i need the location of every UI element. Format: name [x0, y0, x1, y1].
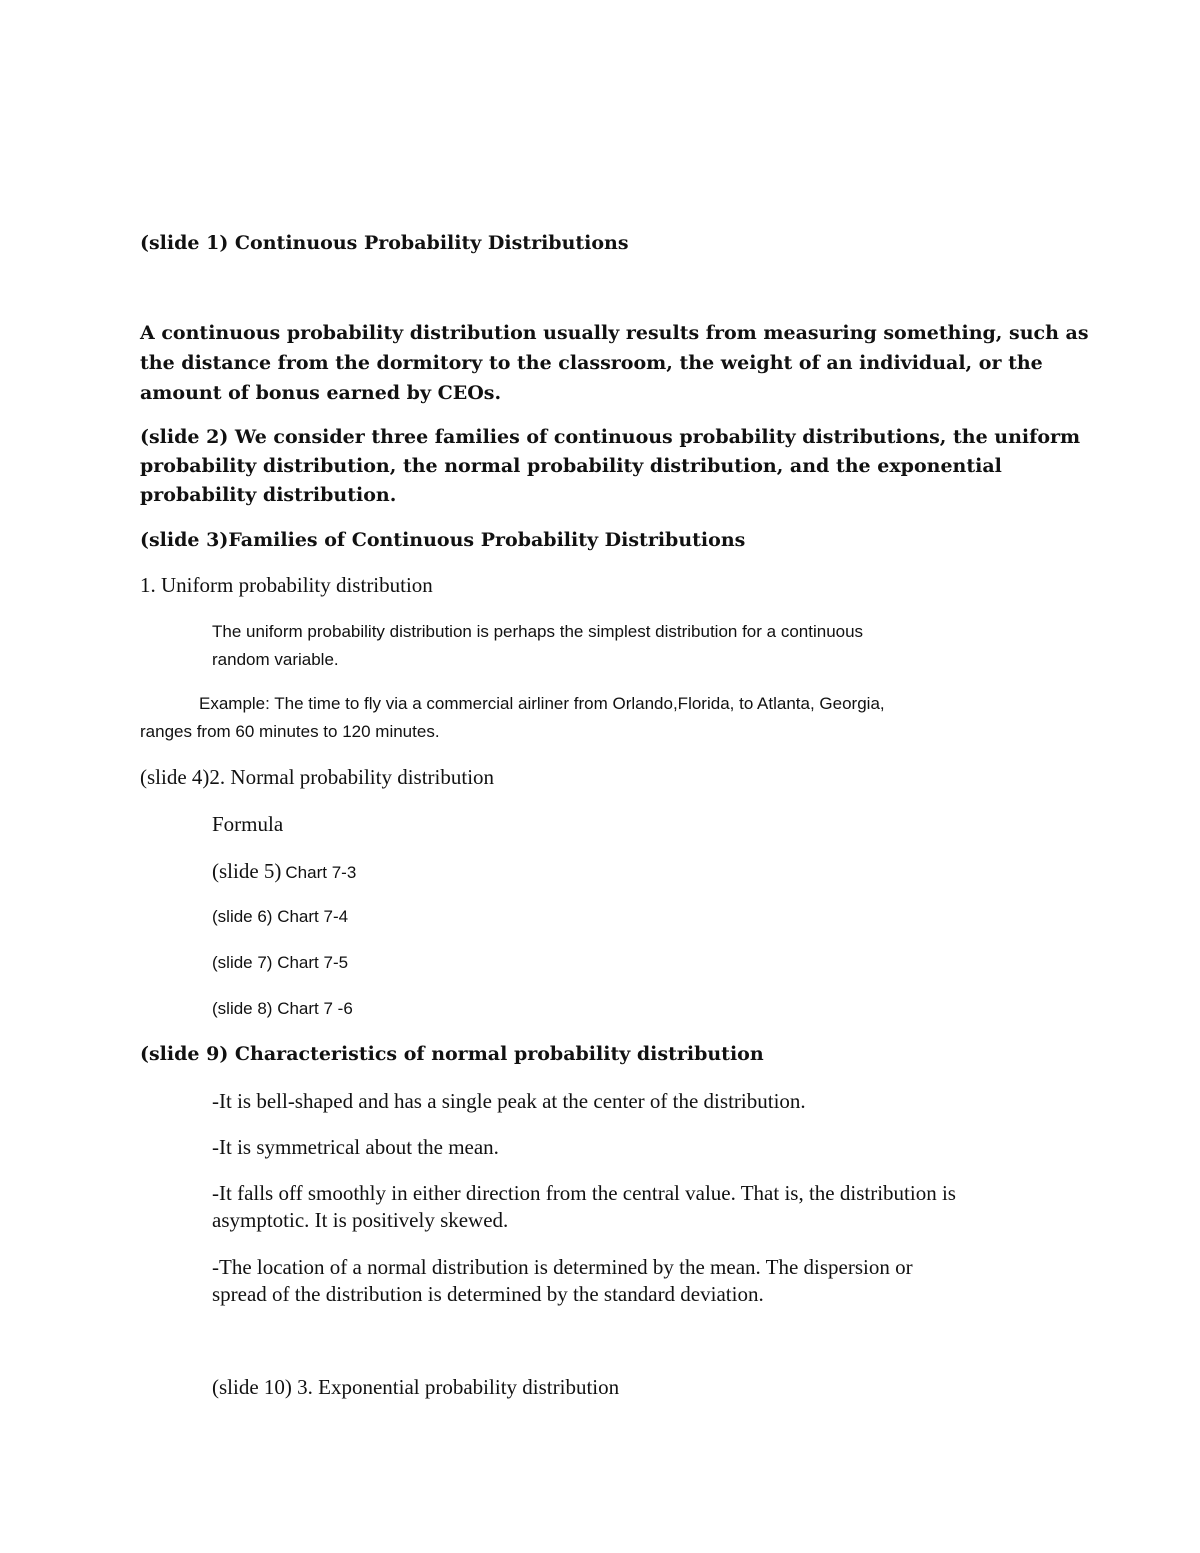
chart-slide-ref: (slide 7)	[212, 953, 273, 972]
intro-line: amount of bonus earned by CEOs.	[140, 382, 502, 404]
chart-item	[212, 907, 348, 927]
chart-item	[212, 999, 353, 1019]
characteristic-item-cont: asymptotic. It is positively skewed.	[212, 1208, 509, 1232]
chart-label: Chart 7 -6	[277, 999, 353, 1018]
uniform-description-line: The uniform probability distribution is perhaps the simplest distribution for a continuous	[212, 622, 864, 641]
intro-line: A continuous probability distribution usually results from measuring something, such as	[140, 322, 1089, 344]
characteristic-item: -It is bell-shaped and has a single peak at the center of the distribution.	[212, 1089, 806, 1113]
chart-item	[212, 953, 348, 973]
characteristic-item: -It is symmetrical about the mean.	[212, 1135, 499, 1159]
exponential-heading: (slide 10) 3. Exponential probability distribution	[212, 1375, 620, 1399]
formula-label: Formula	[212, 812, 284, 836]
uniform-heading: 1. Uniform probability distribution	[140, 573, 433, 597]
characteristic-item-cont: spread of the distribution is determined by the standard deviation.	[212, 1282, 764, 1306]
intro-line: the distance from the dormitory to the classroom, the weight of an individual, or the	[140, 352, 1043, 374]
chart-label: Chart 7-5	[277, 953, 349, 972]
chart-slide-ref: (slide 6)	[212, 907, 273, 926]
normal-heading: (slide 4)2. Normal probability distribution	[140, 765, 495, 789]
document-title: (slide 1) Continuous Probability Distributions	[140, 232, 629, 254]
characteristic-item: -The location of a normal distribution is determined by the mean. The dispersion or	[212, 1255, 913, 1279]
uniform-example-line: ranges from 60 minutes to 120 minutes.	[140, 722, 440, 741]
slide2-line: probability distribution, the normal probability distribution, and the exponential	[140, 455, 1002, 477]
chart-label: Chart 7-4	[277, 907, 349, 926]
uniform-example-line: Example: The time to fly via a commercial airliner from Orlando,Florida, to Atlanta, Georgia,	[199, 694, 885, 713]
characteristics-heading: (slide 9) Characteristics of normal probability distribution	[140, 1043, 764, 1065]
chart-slide-ref: (slide 5)	[212, 859, 282, 883]
chart-item	[212, 859, 356, 884]
characteristic-item: -It falls off smoothly in either direction from the central value. That is, the distribution is	[212, 1181, 956, 1205]
slide2-line: (slide 2) We consider three families of continuous probability distributions, the uniform	[140, 426, 1081, 448]
uniform-description-line: random variable.	[212, 650, 339, 669]
chart-slide-ref: (slide 8)	[212, 999, 273, 1018]
chart-label: Chart 7-3	[285, 863, 357, 882]
slide3-heading: (slide 3)Families of Continuous Probability Distributions	[140, 529, 746, 551]
slide2-line: probability distribution.	[140, 484, 397, 506]
